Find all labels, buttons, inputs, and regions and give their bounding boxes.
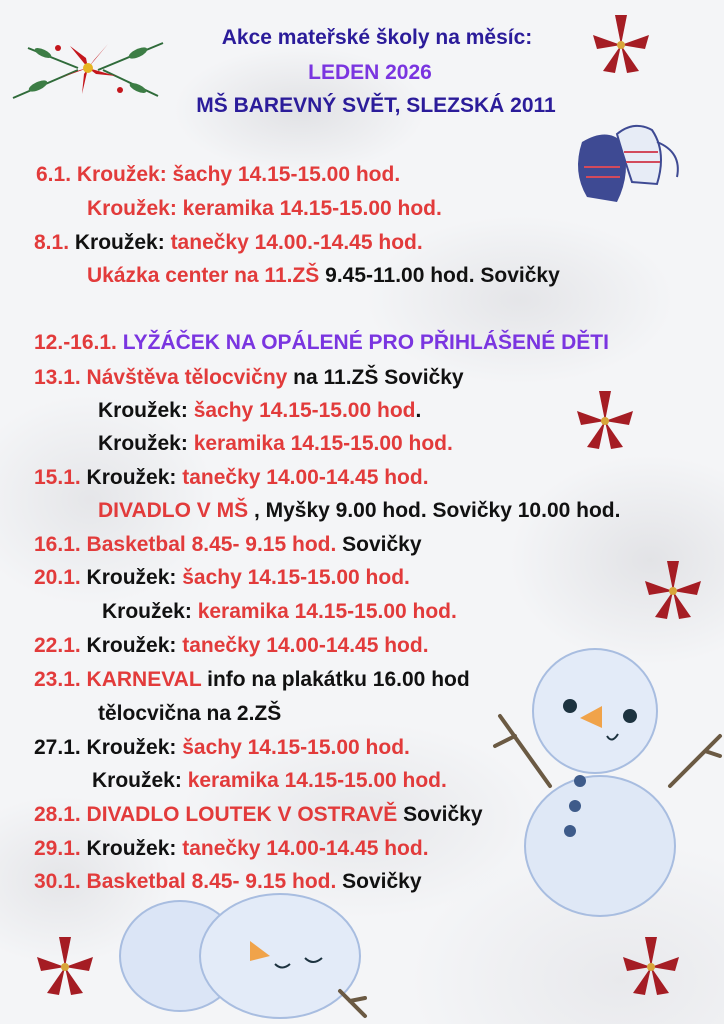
detail-text: 9.45-11.00 hod. Sovičky (325, 264, 560, 287)
event-text: 16.1. Basketbal 8.45- 9.15 hod. (34, 533, 343, 556)
schedule-line (98, 432, 453, 456)
line-text: 6.1. Kroužek: šachy 14.15-15.00 hod. (36, 163, 401, 186)
event-text: šachy 14.15-15.00 hod (193, 399, 416, 422)
label-text: Kroužek: (98, 399, 194, 422)
event-text: keramika 14.15-15.00 hod. (197, 600, 457, 623)
poinsettia-icon (570, 386, 640, 456)
label-text: Kroužek: (98, 432, 194, 455)
detail-text: Sovičky (342, 533, 422, 556)
schedule-line (34, 634, 429, 658)
event-text: tanečky 14.00-14.45 hod. (182, 466, 429, 489)
schedule-line (92, 769, 447, 793)
schedule-line (34, 366, 464, 390)
schedule-line (36, 163, 400, 187)
date-text: 20.1. (34, 566, 87, 589)
schedule-line (102, 600, 457, 624)
snowman-icon (490, 636, 724, 926)
schedule-line (34, 837, 429, 861)
poinsettia-icon (638, 556, 708, 626)
detail-text: Sovičky (342, 870, 422, 893)
event-text: LYŽÁČEK NA OPÁLENÉ PRO PŘIHLÁŠENÉ DĚTI (122, 331, 609, 354)
schedule-line (34, 803, 483, 827)
schedule-line (34, 668, 470, 692)
label-text: Kroužek: (92, 769, 188, 792)
event-text: tanečky 14.00-14.45 hod. (182, 634, 429, 657)
schedule-line (34, 331, 609, 355)
schedule-line (34, 870, 422, 894)
event-text: 30.1. Basketbal 8.45- 9.15 hod. (34, 870, 343, 893)
detail-text: na 11.ZŠ Sovičky (293, 366, 464, 389)
schedule-line (34, 736, 410, 760)
label-text: Kroužek: (102, 600, 198, 623)
event-text: 23.1. KARNEVAL (34, 668, 208, 691)
schedule-line (87, 197, 442, 221)
event-text: keramika 14.15-15.00 hod. (187, 769, 447, 792)
punctuation: . (415, 399, 422, 422)
event-text: 28.1. DIVADLO LOUTEK V OSTRAVĚ (34, 803, 404, 826)
detail-text: , Myšky 9.00 hod. Sovičky 10.00 hod. (253, 499, 621, 522)
schedule-line (98, 702, 281, 726)
date-text: 15.1. (34, 466, 87, 489)
label-text: Kroužek: (74, 231, 171, 254)
label-text: Kroužek: (86, 566, 183, 589)
schedule-line (34, 566, 410, 590)
detail-text: Sovičky (403, 803, 483, 826)
event-text: šachy 14.15-15.00 hod. (182, 566, 410, 589)
label-text: Kroužek: (86, 634, 183, 657)
schedule-line (98, 399, 421, 423)
date-text: 8.1. (34, 231, 75, 254)
schedule-line (34, 533, 422, 557)
sleeping-snowman-icon (110, 886, 370, 1024)
event-text: tanečky 14.00.-14.45 hod. (170, 231, 423, 254)
mittens-icon (562, 112, 692, 222)
page-title: Akce mateřské školy na měsíc: (221, 26, 533, 49)
month-title: LEDEN 2026 (308, 61, 432, 84)
schedule-line (87, 264, 560, 288)
label-text: 27.1. Kroužek: (34, 736, 183, 759)
date-text: 22.1. (34, 634, 87, 657)
schedule-line (34, 231, 423, 255)
school-name: MŠ BAREVNÝ SVĚT, SLEZSKÁ 2011 (196, 94, 556, 117)
event-text: 13.1. Návštěva tělocvičny (34, 366, 294, 389)
event-text: Ukázka center na 11.ZŠ (87, 264, 326, 287)
event-text: tanečky 14.00-14.45 hod. (182, 837, 429, 860)
event-text: šachy 14.15-15.00 hod. (182, 736, 410, 759)
poinsettia-icon (30, 932, 100, 1002)
date-text: 29.1. (34, 837, 87, 860)
detail-text: tělocvična na 2.ZŠ (98, 702, 282, 725)
schedule-line (34, 466, 429, 490)
event-text: keramika 14.15-15.00 hod. (193, 432, 453, 455)
label-text: Kroužek: (86, 466, 183, 489)
detail-text: info na plakátku 16.00 hod (207, 668, 470, 691)
schedule-line (98, 499, 620, 523)
poinsettia-icon (616, 932, 686, 1002)
event-text: DIVADLO V MŠ (98, 499, 254, 522)
label-text: Kroužek: (86, 837, 183, 860)
date-text: 12.-16.1. (34, 331, 123, 354)
line-text: Kroužek: keramika 14.15-15.00 hod. (87, 197, 442, 220)
